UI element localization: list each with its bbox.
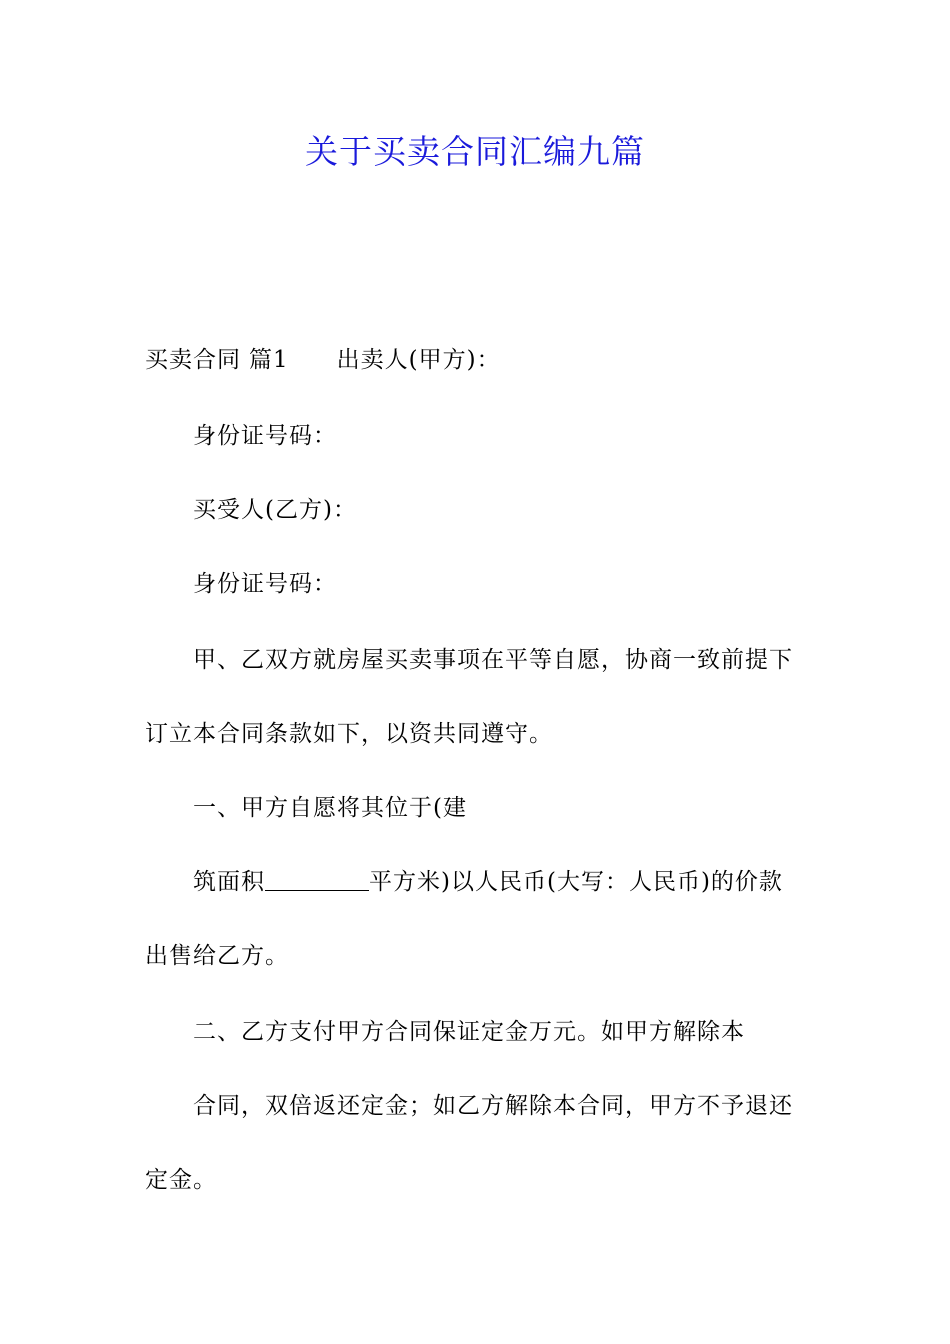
section-number: 篇1 <box>249 347 289 373</box>
clause-1-line-3: 出售给乙方。 <box>145 943 289 969</box>
clause-1-line-1: 一、甲方自愿将其位于(建 <box>193 795 467 821</box>
document-title: 关于买卖合同汇编九篇 <box>305 132 645 171</box>
clause-2-line-3: 定金。 <box>145 1167 217 1193</box>
clause-2-line-2: 合同，双倍返还定金；如乙方解除本合同，甲方不予退还 <box>193 1093 793 1119</box>
paragraph-intro-line-2: 订立本合同条款如下，以资共同遵守。 <box>145 721 553 747</box>
price-text: 平方米)以人民币(大写：人民币)的价款 <box>369 869 783 895</box>
clause-1-line-2 <box>193 866 783 898</box>
paragraph-intro-line-1: 甲、乙双方就房屋买卖事项在平等自愿，协商一致前提下 <box>193 647 793 673</box>
clause-2-line-1: 二、乙方支付甲方合同保证定金万元。如甲方解除本 <box>193 1019 745 1045</box>
area-label: 筑面积 <box>193 869 265 895</box>
buyer-id-label: 身份证号码： <box>193 571 337 597</box>
section-label: 买卖合同 <box>145 347 241 373</box>
buyer-label: 买受人(乙方)： <box>193 497 357 523</box>
seller-label: 出卖人(甲方)： <box>336 347 501 373</box>
seller-id-label: 身份证号码： <box>193 423 337 449</box>
section-heading-line <box>145 344 501 376</box>
area-blank-field <box>265 866 369 891</box>
